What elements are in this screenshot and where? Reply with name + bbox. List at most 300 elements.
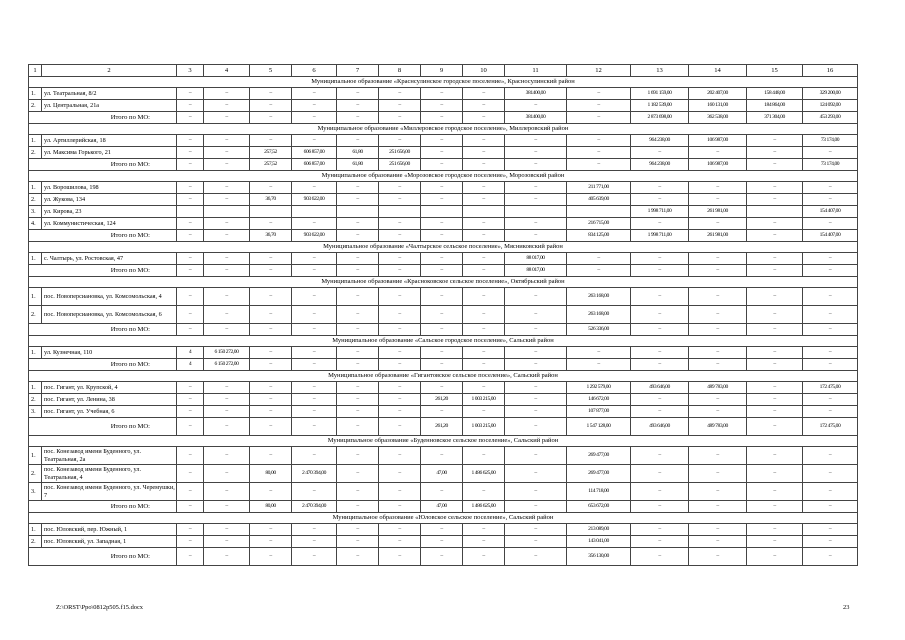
value-cell: – — [689, 406, 747, 418]
value-cell: – — [803, 265, 858, 277]
value-cell: – — [337, 447, 379, 465]
value-cell: – — [292, 524, 337, 536]
value-cell: – — [463, 182, 505, 194]
value-cell: 1 547 128,00 — [567, 418, 631, 436]
value-cell: – — [747, 306, 803, 324]
value-cell: – — [177, 406, 204, 418]
value-cell: – — [631, 501, 689, 513]
subtotal-label: Итого по МО: — [29, 112, 177, 124]
value-cell: 356 130,00 — [567, 548, 631, 566]
value-cell: 526 336,00 — [567, 324, 631, 336]
address-cell: ул. Ворошилова, 198 — [42, 182, 177, 194]
value-cell: – — [379, 218, 421, 230]
value-cell: – — [177, 394, 204, 406]
value-cell: – — [379, 100, 421, 112]
value-cell: – — [631, 147, 689, 159]
address-cell: с. Чалтырь, ул. Ростовская, 47 — [42, 253, 177, 265]
municipality-title: Муниципальное образование «Краснсулинское городское поселение», Красносулинский район — [29, 77, 858, 88]
address-cell: пос. Юловский, ул. Западная, 1 — [42, 536, 177, 548]
table-row — [29, 194, 858, 206]
value-cell: – — [631, 483, 689, 501]
value-cell: – — [250, 306, 292, 324]
value-cell: – — [689, 182, 747, 194]
value-cell: – — [177, 306, 204, 324]
value-cell: – — [337, 382, 379, 394]
row-number: 3. — [29, 206, 42, 218]
value-cell: 216 715,00 — [567, 218, 631, 230]
value-cell: – — [421, 359, 463, 371]
value-cell: – — [747, 218, 803, 230]
value-cell: – — [631, 324, 689, 336]
value-cell: – — [337, 218, 379, 230]
value-cell: – — [292, 88, 337, 100]
table-row — [29, 447, 858, 465]
value-cell: – — [337, 306, 379, 324]
subtotal-row — [29, 324, 858, 336]
value-cell: 261 981,00 — [689, 230, 747, 242]
value-cell: – — [177, 147, 204, 159]
value-cell: – — [631, 218, 689, 230]
value-cell: – — [177, 88, 204, 100]
value-cell: – — [689, 524, 747, 536]
value-cell: – — [177, 447, 204, 465]
value-cell: – — [204, 88, 250, 100]
value-cell: – — [747, 182, 803, 194]
value-cell: – — [204, 501, 250, 513]
value-cell: – — [631, 359, 689, 371]
value-cell: – — [689, 324, 747, 336]
value-cell: 1 003 215,00 — [463, 394, 505, 406]
value-cell: – — [292, 359, 337, 371]
value-cell: – — [747, 382, 803, 394]
value-cell: 263 168,00 — [567, 306, 631, 324]
value-cell: – — [177, 159, 204, 171]
value-cell: – — [292, 536, 337, 548]
value-cell: – — [505, 347, 567, 359]
value-cell: 493 646,00 — [631, 382, 689, 394]
municipality-title: Муниципальное образование «Сальское городское поселение», Сальский район — [29, 336, 858, 347]
value-cell: – — [689, 218, 747, 230]
value-cell: – — [204, 324, 250, 336]
value-cell: – — [505, 465, 567, 483]
value-cell: – — [250, 418, 292, 436]
value-cell: – — [379, 253, 421, 265]
value-cell: 362 538,00 — [689, 112, 747, 124]
value-cell: – — [379, 406, 421, 418]
value-cell: 903 622,00 — [292, 230, 337, 242]
value-cell — [337, 206, 379, 218]
value-cell: – — [177, 465, 204, 483]
value-cell: – — [505, 483, 567, 501]
value-cell: – — [505, 306, 567, 324]
value-cell — [567, 206, 631, 218]
value-cell: – — [463, 147, 505, 159]
value-cell: – — [747, 159, 803, 171]
value-cell: – — [803, 524, 858, 536]
value-cell: 47,00 — [421, 501, 463, 513]
value-cell: – — [747, 253, 803, 265]
value-cell: – — [177, 548, 204, 566]
row-number: 3. — [29, 406, 42, 418]
value-cell: – — [505, 447, 567, 465]
value-cell: – — [292, 306, 337, 324]
value-cell: 964 238,00 — [631, 135, 689, 147]
value-cell: 211 771,00 — [567, 182, 631, 194]
table-row — [29, 100, 858, 112]
table-row — [29, 306, 858, 324]
value-cell: 2 470 394,00 — [292, 465, 337, 483]
value-cell: – — [250, 382, 292, 394]
row-number: 2. — [29, 194, 42, 206]
value-cell: – — [505, 359, 567, 371]
table-row — [29, 483, 858, 501]
value-cell: – — [421, 147, 463, 159]
value-cell: – — [567, 147, 631, 159]
value-cell: – — [292, 347, 337, 359]
column-number: 7 — [337, 65, 379, 77]
value-cell: – — [421, 159, 463, 171]
value-cell: – — [631, 394, 689, 406]
value-cell: – — [292, 265, 337, 277]
value-cell: – — [379, 359, 421, 371]
value-cell: – — [250, 182, 292, 194]
value-cell: – — [505, 524, 567, 536]
value-cell: 606 857,00 — [292, 147, 337, 159]
value-cell: – — [747, 230, 803, 242]
value-cell: – — [689, 536, 747, 548]
value-cell: – — [177, 135, 204, 147]
value-cell: – — [337, 465, 379, 483]
value-cell: – — [379, 265, 421, 277]
row-number: 1. — [29, 182, 42, 194]
table-row — [29, 406, 858, 418]
municipality-title: Муниципальное образование «Юловское сельское поселение», Сальский район — [29, 513, 858, 524]
value-cell: – — [204, 218, 250, 230]
value-cell: – — [379, 182, 421, 194]
subtotal-row — [29, 501, 858, 513]
value-cell: – — [204, 100, 250, 112]
value-cell: – — [421, 112, 463, 124]
value-cell: – — [631, 406, 689, 418]
table-row — [29, 206, 858, 218]
value-cell: – — [337, 194, 379, 206]
column-number: 1 — [29, 65, 42, 77]
column-number-row — [29, 65, 858, 77]
value-cell: – — [204, 447, 250, 465]
value-cell: – — [747, 536, 803, 548]
address-cell: ул. Максима Горького, 21 — [42, 147, 177, 159]
value-cell: – — [421, 447, 463, 465]
value-cell: – — [379, 382, 421, 394]
value-cell: – — [337, 394, 379, 406]
value-cell: – — [204, 382, 250, 394]
value-cell: – — [803, 394, 858, 406]
table-row — [29, 347, 858, 359]
table-row — [29, 382, 858, 394]
value-cell: – — [379, 548, 421, 566]
value-cell: – — [204, 147, 250, 159]
value-cell: – — [177, 230, 204, 242]
value-cell: – — [689, 288, 747, 306]
value-cell: 172 475,00 — [803, 382, 858, 394]
value-cell: – — [689, 394, 747, 406]
value-cell: – — [803, 548, 858, 566]
column-number: 5 — [250, 65, 292, 77]
value-cell: – — [421, 306, 463, 324]
value-cell: – — [204, 112, 250, 124]
row-number: 1. — [29, 253, 42, 265]
address-cell: пос. Гигант, ул. Ленина, 38 — [42, 394, 177, 406]
value-cell: 834 125,00 — [567, 230, 631, 242]
value-cell — [421, 206, 463, 218]
value-cell: – — [803, 306, 858, 324]
value-cell: 329 200,00 — [803, 88, 858, 100]
value-cell: – — [803, 182, 858, 194]
municipality-header-row — [29, 436, 858, 447]
value-cell: – — [747, 265, 803, 277]
value-cell: – — [250, 548, 292, 566]
table-row — [29, 253, 858, 265]
value-cell: – — [505, 135, 567, 147]
value-cell: – — [463, 347, 505, 359]
value-cell: – — [505, 218, 567, 230]
value-cell: – — [689, 253, 747, 265]
value-cell — [250, 206, 292, 218]
value-cell: – — [421, 347, 463, 359]
value-cell: – — [421, 548, 463, 566]
address-cell: ул. Кузнечная, 110 — [42, 347, 177, 359]
subtotal-label: Итого по МО: — [29, 159, 177, 171]
subtotal-row — [29, 359, 858, 371]
value-cell: 4 — [177, 359, 204, 371]
value-cell: 184 864,00 — [747, 100, 803, 112]
value-cell: – — [292, 112, 337, 124]
value-cell: – — [505, 536, 567, 548]
value-cell: – — [379, 194, 421, 206]
value-cell: – — [379, 230, 421, 242]
value-cell: – — [803, 147, 858, 159]
value-cell: – — [567, 159, 631, 171]
column-number: 15 — [747, 65, 803, 77]
value-cell: – — [177, 536, 204, 548]
municipality-title: Муниципальное образование «Буденновское сельское поселение», Сальский район — [29, 436, 858, 447]
value-cell: – — [421, 135, 463, 147]
value-cell: – — [631, 465, 689, 483]
value-cell: – — [337, 501, 379, 513]
column-number: 12 — [567, 65, 631, 77]
value-cell: 124 092,00 — [803, 100, 858, 112]
value-cell: – — [631, 447, 689, 465]
value-cell: – — [337, 230, 379, 242]
value-cell: – — [463, 218, 505, 230]
value-cell: – — [177, 524, 204, 536]
value-cell: – — [421, 483, 463, 501]
value-cell: – — [337, 536, 379, 548]
value-cell: – — [803, 447, 858, 465]
value-cell: 269 477,00 — [567, 465, 631, 483]
address-cell: пос. Конезавод имени Буденного, ул. Театральная, 2а — [42, 447, 177, 465]
value-cell: – — [463, 324, 505, 336]
value-cell: – — [337, 288, 379, 306]
value-cell: – — [803, 465, 858, 483]
value-cell: – — [421, 265, 463, 277]
value-cell: 107 877,00 — [567, 406, 631, 418]
value-cell: – — [505, 406, 567, 418]
value-cell: – — [421, 218, 463, 230]
value-cell: – — [747, 135, 803, 147]
value-cell: – — [292, 548, 337, 566]
value-cell: 1 998 711,00 — [631, 230, 689, 242]
value-cell: – — [379, 306, 421, 324]
value-cell: – — [747, 465, 803, 483]
value-cell: – — [250, 394, 292, 406]
value-cell: – — [250, 88, 292, 100]
value-cell: – — [689, 147, 747, 159]
value-cell: – — [747, 194, 803, 206]
value-cell: – — [337, 524, 379, 536]
value-cell: 106 987,00 — [689, 159, 747, 171]
value-cell: 73 174,00 — [803, 159, 858, 171]
value-cell: – — [463, 100, 505, 112]
value-cell: 1 998 711,00 — [631, 206, 689, 218]
value-cell: 1 486 625,00 — [463, 465, 505, 483]
value-cell: – — [747, 418, 803, 436]
value-cell: – — [631, 194, 689, 206]
value-cell: – — [292, 218, 337, 230]
value-cell: – — [689, 359, 747, 371]
value-cell: 73 174,00 — [803, 135, 858, 147]
value-cell: – — [567, 135, 631, 147]
column-number: 11 — [505, 65, 567, 77]
value-cell: – — [631, 536, 689, 548]
municipality-header-row — [29, 77, 858, 88]
value-cell: – — [177, 112, 204, 124]
value-cell: 154 407,00 — [803, 206, 858, 218]
value-cell: – — [747, 548, 803, 566]
row-number: 2. — [29, 465, 42, 483]
value-cell: 257,52 — [250, 147, 292, 159]
value-cell: – — [747, 447, 803, 465]
value-cell: 106 987,00 — [689, 135, 747, 147]
value-cell: 381400,00 — [505, 112, 567, 124]
row-number: 2. — [29, 536, 42, 548]
value-cell: – — [689, 347, 747, 359]
value-cell: 61,80 — [337, 147, 379, 159]
value-cell: – — [177, 253, 204, 265]
value-cell: – — [177, 418, 204, 436]
value-cell: – — [567, 265, 631, 277]
value-cell: – — [292, 135, 337, 147]
value-cell: – — [567, 100, 631, 112]
value-cell: – — [689, 501, 747, 513]
value-cell: – — [379, 418, 421, 436]
value-cell: 88 017,00 — [505, 253, 567, 265]
column-number: 16 — [803, 65, 858, 77]
value-cell: – — [337, 359, 379, 371]
value-cell: – — [250, 536, 292, 548]
value-cell: – — [204, 265, 250, 277]
address-cell: ул. Кирова, 23 — [42, 206, 177, 218]
value-cell: – — [803, 483, 858, 501]
value-cell: – — [379, 501, 421, 513]
address-cell: пос. Конезавод имени Буденного, ул. Черемушки, 7 — [42, 483, 177, 501]
value-cell: – — [505, 194, 567, 206]
value-cell: – — [177, 382, 204, 394]
column-number: 9 — [421, 65, 463, 77]
value-cell: – — [250, 483, 292, 501]
subtotal-label: Итого по МО: — [29, 418, 177, 436]
value-cell: – — [689, 265, 747, 277]
subtotal-row — [29, 159, 858, 171]
column-number: 14 — [689, 65, 747, 77]
value-cell: – — [463, 135, 505, 147]
value-cell: 80,00 — [250, 465, 292, 483]
value-cell: – — [747, 359, 803, 371]
row-number: 2. — [29, 147, 42, 159]
value-cell — [747, 206, 803, 218]
subtotal-label: Итого по МО: — [29, 265, 177, 277]
value-cell: 405 639,00 — [567, 194, 631, 206]
row-number: 1. — [29, 347, 42, 359]
municipality-header-row — [29, 242, 858, 253]
value-cell: – — [337, 347, 379, 359]
value-cell: 964 238,00 — [631, 159, 689, 171]
value-cell: – — [505, 288, 567, 306]
value-cell: – — [250, 359, 292, 371]
value-cell: – — [505, 394, 567, 406]
value-cell: – — [747, 324, 803, 336]
value-cell: – — [463, 524, 505, 536]
value-cell: – — [747, 406, 803, 418]
value-cell: 251 656,00 — [379, 147, 421, 159]
value-cell: – — [204, 135, 250, 147]
value-cell: – — [204, 159, 250, 171]
value-cell: – — [421, 194, 463, 206]
value-cell: – — [292, 100, 337, 112]
value-cell: – — [337, 406, 379, 418]
value-cell: – — [803, 501, 858, 513]
subtotal-row — [29, 265, 858, 277]
value-cell: – — [567, 112, 631, 124]
value-cell — [463, 206, 505, 218]
value-cell: – — [204, 182, 250, 194]
value-cell: – — [463, 382, 505, 394]
value-cell: 489 783,00 — [689, 382, 747, 394]
table-row — [29, 147, 858, 159]
value-cell: 6 150 272,00 — [204, 347, 250, 359]
value-cell: – — [689, 548, 747, 566]
value-cell: – — [463, 253, 505, 265]
value-cell: – — [421, 324, 463, 336]
address-cell: ул. Артиллерийская, 18 — [42, 135, 177, 147]
row-number: 4. — [29, 218, 42, 230]
value-cell: – — [379, 483, 421, 501]
value-cell: – — [292, 483, 337, 501]
value-cell: – — [204, 306, 250, 324]
column-number: 2 — [42, 65, 177, 77]
value-cell — [505, 206, 567, 218]
subtotal-row — [29, 418, 858, 436]
address-cell: ул. Центральная, 21а — [42, 100, 177, 112]
column-number: 8 — [379, 65, 421, 77]
value-cell: – — [631, 548, 689, 566]
table-row — [29, 218, 858, 230]
address-cell: ул. Коммунистическая, 124 — [42, 218, 177, 230]
value-cell: – — [631, 524, 689, 536]
value-cell: – — [463, 194, 505, 206]
value-cell: – — [567, 253, 631, 265]
value-cell: 172 475,00 — [803, 418, 858, 436]
